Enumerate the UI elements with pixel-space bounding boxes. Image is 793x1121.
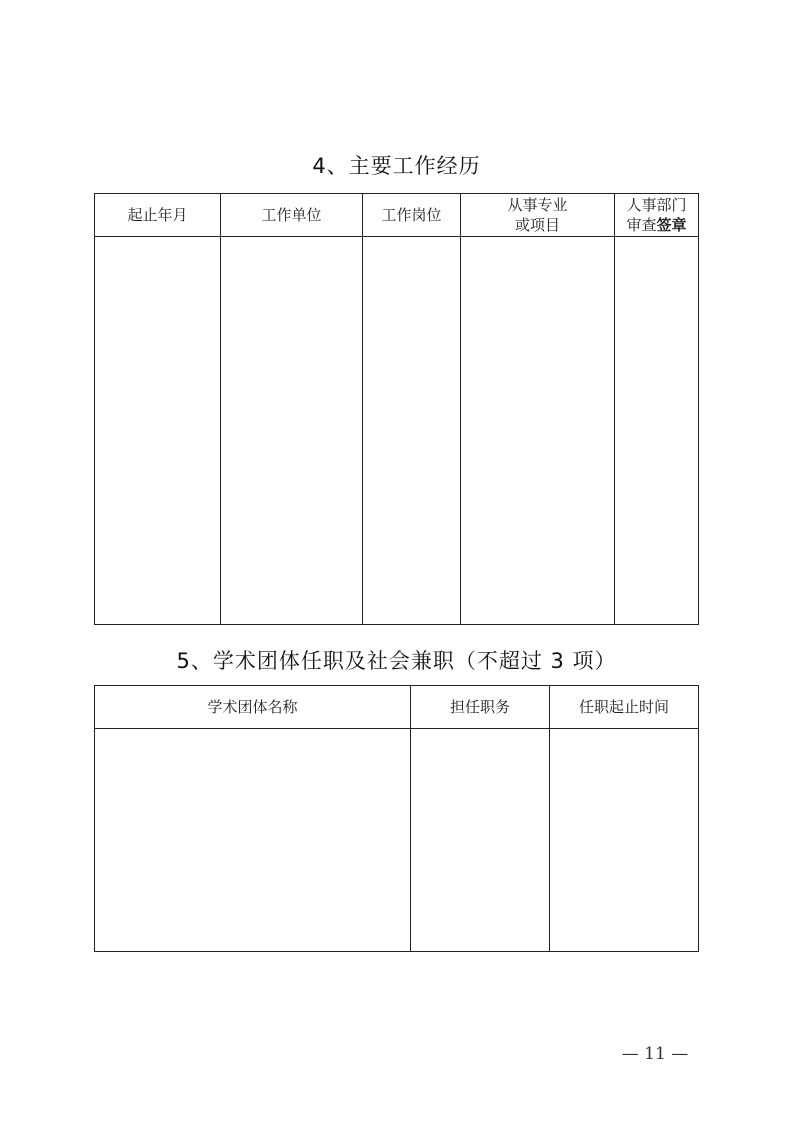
section-title-academic-posts: 5、学术团体任职及社会兼职（不超过 3 项）	[176, 649, 617, 673]
column-header-tenure: 任职起止时间	[550, 686, 699, 729]
cell-hr-review[interactable]	[615, 237, 699, 625]
cell-tenure[interactable]	[550, 729, 699, 952]
column-header-specialty-line1: 从事专业	[507, 196, 568, 214]
cell-organization[interactable]	[95, 729, 411, 952]
column-header-specialty	[461, 194, 615, 237]
cell-specialty[interactable]	[461, 237, 615, 625]
table-header-row	[95, 686, 699, 729]
column-header-period: 起止年月	[95, 194, 221, 237]
column-header-hr-review-line2: 审查签章	[626, 216, 687, 234]
column-header-organization: 学术团体名称	[95, 686, 411, 729]
academic-posts-table	[94, 685, 699, 952]
section-title-work-experience: 4、主要工作经历	[312, 154, 481, 178]
column-header-hr-review-line1: 人事部门	[626, 196, 687, 214]
column-header-specialty-line2: 或项目	[514, 216, 560, 234]
table-row	[95, 237, 699, 625]
table-row	[95, 729, 699, 952]
column-header-position: 工作岗位	[363, 194, 461, 237]
page-number: — 11 —	[621, 1044, 689, 1064]
cell-position[interactable]	[363, 237, 461, 625]
work-experience-table	[94, 193, 699, 625]
cell-period[interactable]	[95, 237, 221, 625]
column-header-employer: 工作单位	[221, 194, 363, 237]
cell-role[interactable]	[411, 729, 550, 952]
cell-employer[interactable]	[221, 237, 363, 625]
table-header-row	[95, 194, 699, 237]
column-header-hr-review	[615, 194, 699, 237]
column-header-role: 担任职务	[411, 686, 550, 729]
